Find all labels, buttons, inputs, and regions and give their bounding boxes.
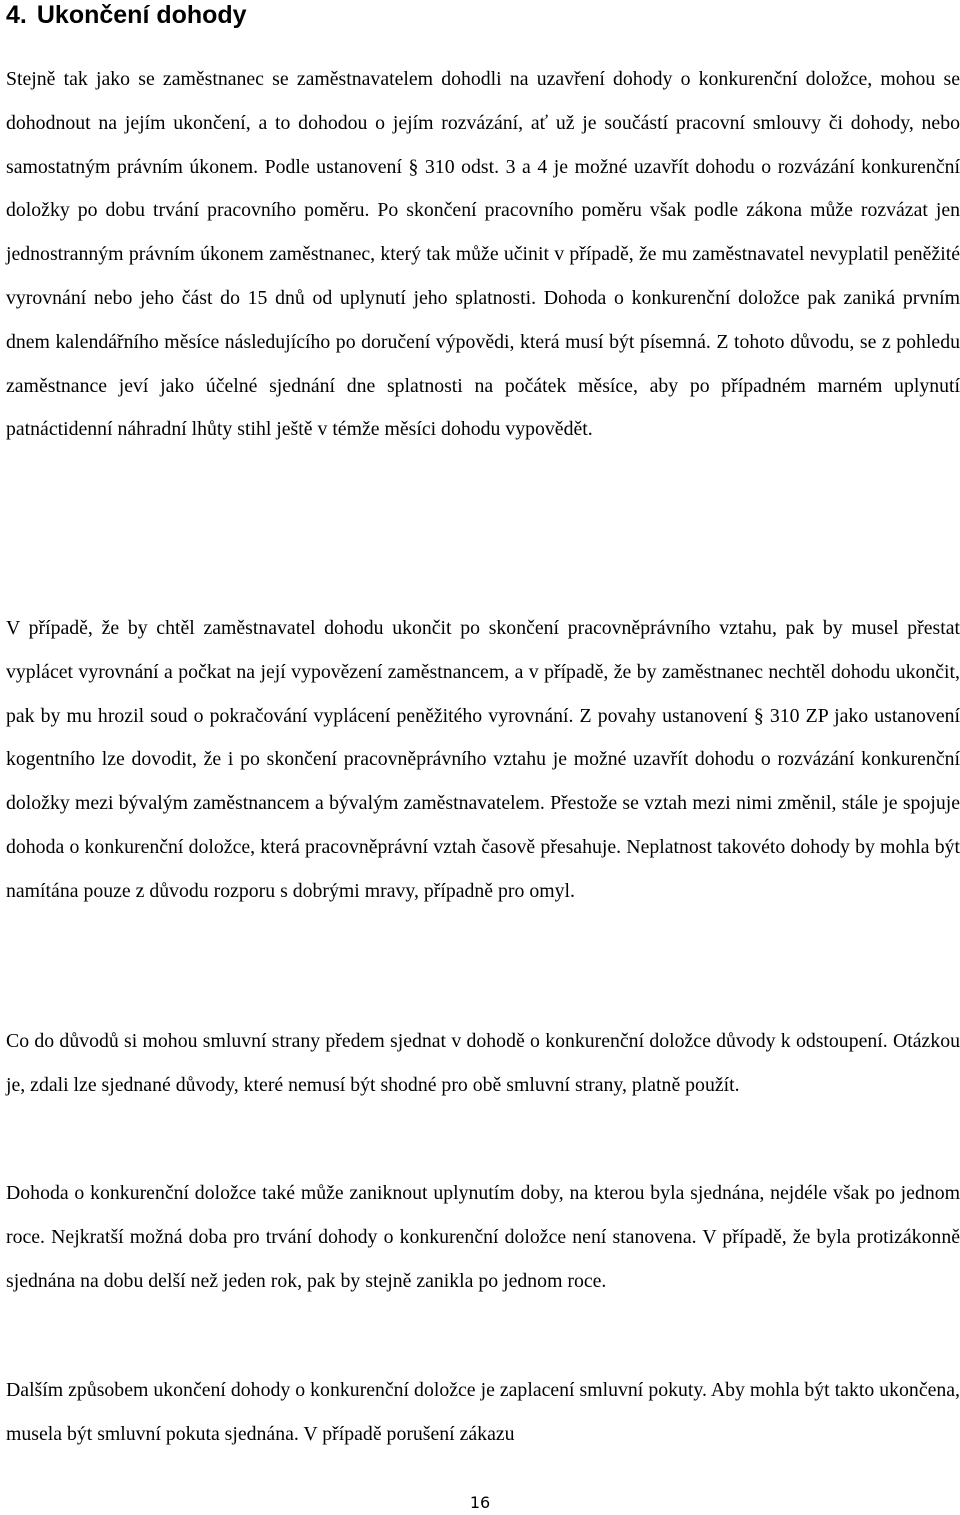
page-number: 16 <box>469 1493 491 1512</box>
section-heading <box>6 0 247 30</box>
paragraph-5: Dalším způsobem ukončení dohody o konkurenční doložce je zaplacení smluvní pokuty. Aby mohla být takto ukončena, musela být smluvní pokuta sjednána. V případě porušení zákazu <box>6 1379 960 1445</box>
paragraph-2: V případě, že by chtěl zaměstnavatel dohodu ukončit po skončení pracovněprávního vztahu, pak by musel přestat vyplácet vyrovnání a počkat na její vypovězení zaměstnancem, a v případě, že by zaměstnanec nechtěl dohodu ukončit, pak by mu hrozil soud o pokračování vyplácení peněžitého vyrovnání. Z povahy ustanovení § 310 ZP jako ustanovení kogentního lze dovodit, že i po skončení pracovněprávního vztahu je možné uzavřít dohodu o rozvázání konkurenční doložky mezi bývalým zaměstnancem a bývalým zaměstnavatelem. Přestože se vztah mezi nimi změnil, stále je spojuje dohoda o konkurenční doložce, která pracovněprávní vztah časově přesahuje. Neplatnost takovéto dohody by mohla být namítána pouze z důvodu rozporu s dobrými mravy, případně pro omyl. <box>6 617 960 902</box>
paragraph-1: Stejně tak jako se zaměstnanec se zaměstnavatelem dohodli na uzavření dohody o konkurenční doložce, mohou se dohodnout na jejím ukončení, a to dohodou o jejím rozvázání, ať už je součástí pracovní smlouvy či dohody, nebo samostatným právním úkonem. Podle ustanovení § 310 odst. 3 a 4 je možné uzavřít dohodu o rozvázání konkurenční doložky po dobu trvání pracovního poměru. Po skončení pracovního poměru však podle zákona může rozvázat jen jednostranným právním úkonem zaměstnanec, který tak může učinit v případě, že mu zaměstnavatel nevyplatil peněžité vyrovnání nebo jeho část do 15 dnů od uplynutí jeho splatnosti. Dohoda o konkurenční doložce pak zaniká prvním dnem kalendářního měsíce následujícího po doručení výpovědi, která musí být písemná. Z tohoto důvodu, se z pohledu zaměstnance jeví jako účelné sjednání dne splatnosti na počátek měsíce, aby po případném marném uplynutí patnáctidenní náhradní lhůty stihl ještě v témže měsíci dohodu vypovědět. <box>6 68 960 441</box>
paragraph-4: Dohoda o konkurenční doložce také může zaniknout uplynutím doby, na kterou byla sjednána, nejdéle však po jednom roce. Nejkratší možná doba pro trvání dohody o konkurenční doložce není stanovena. V případě, že byla protizákonně sjednána na dobu delší než jeden rok, pak by stejně zanikla po jednom roce. <box>6 1182 960 1292</box>
section-number: 4. <box>6 1 27 29</box>
section-title: Ukončení dohody <box>36 1 247 29</box>
paragraph-3: Co do důvodů si mohou smluvní strany předem sjednat v dohodě o konkurenční doložce důvody k odstoupení. Otázkou je, zdali lze sjednané důvody, které nemusí být shodné pro obě smluvní strany, platně použít. <box>6 1030 960 1096</box>
